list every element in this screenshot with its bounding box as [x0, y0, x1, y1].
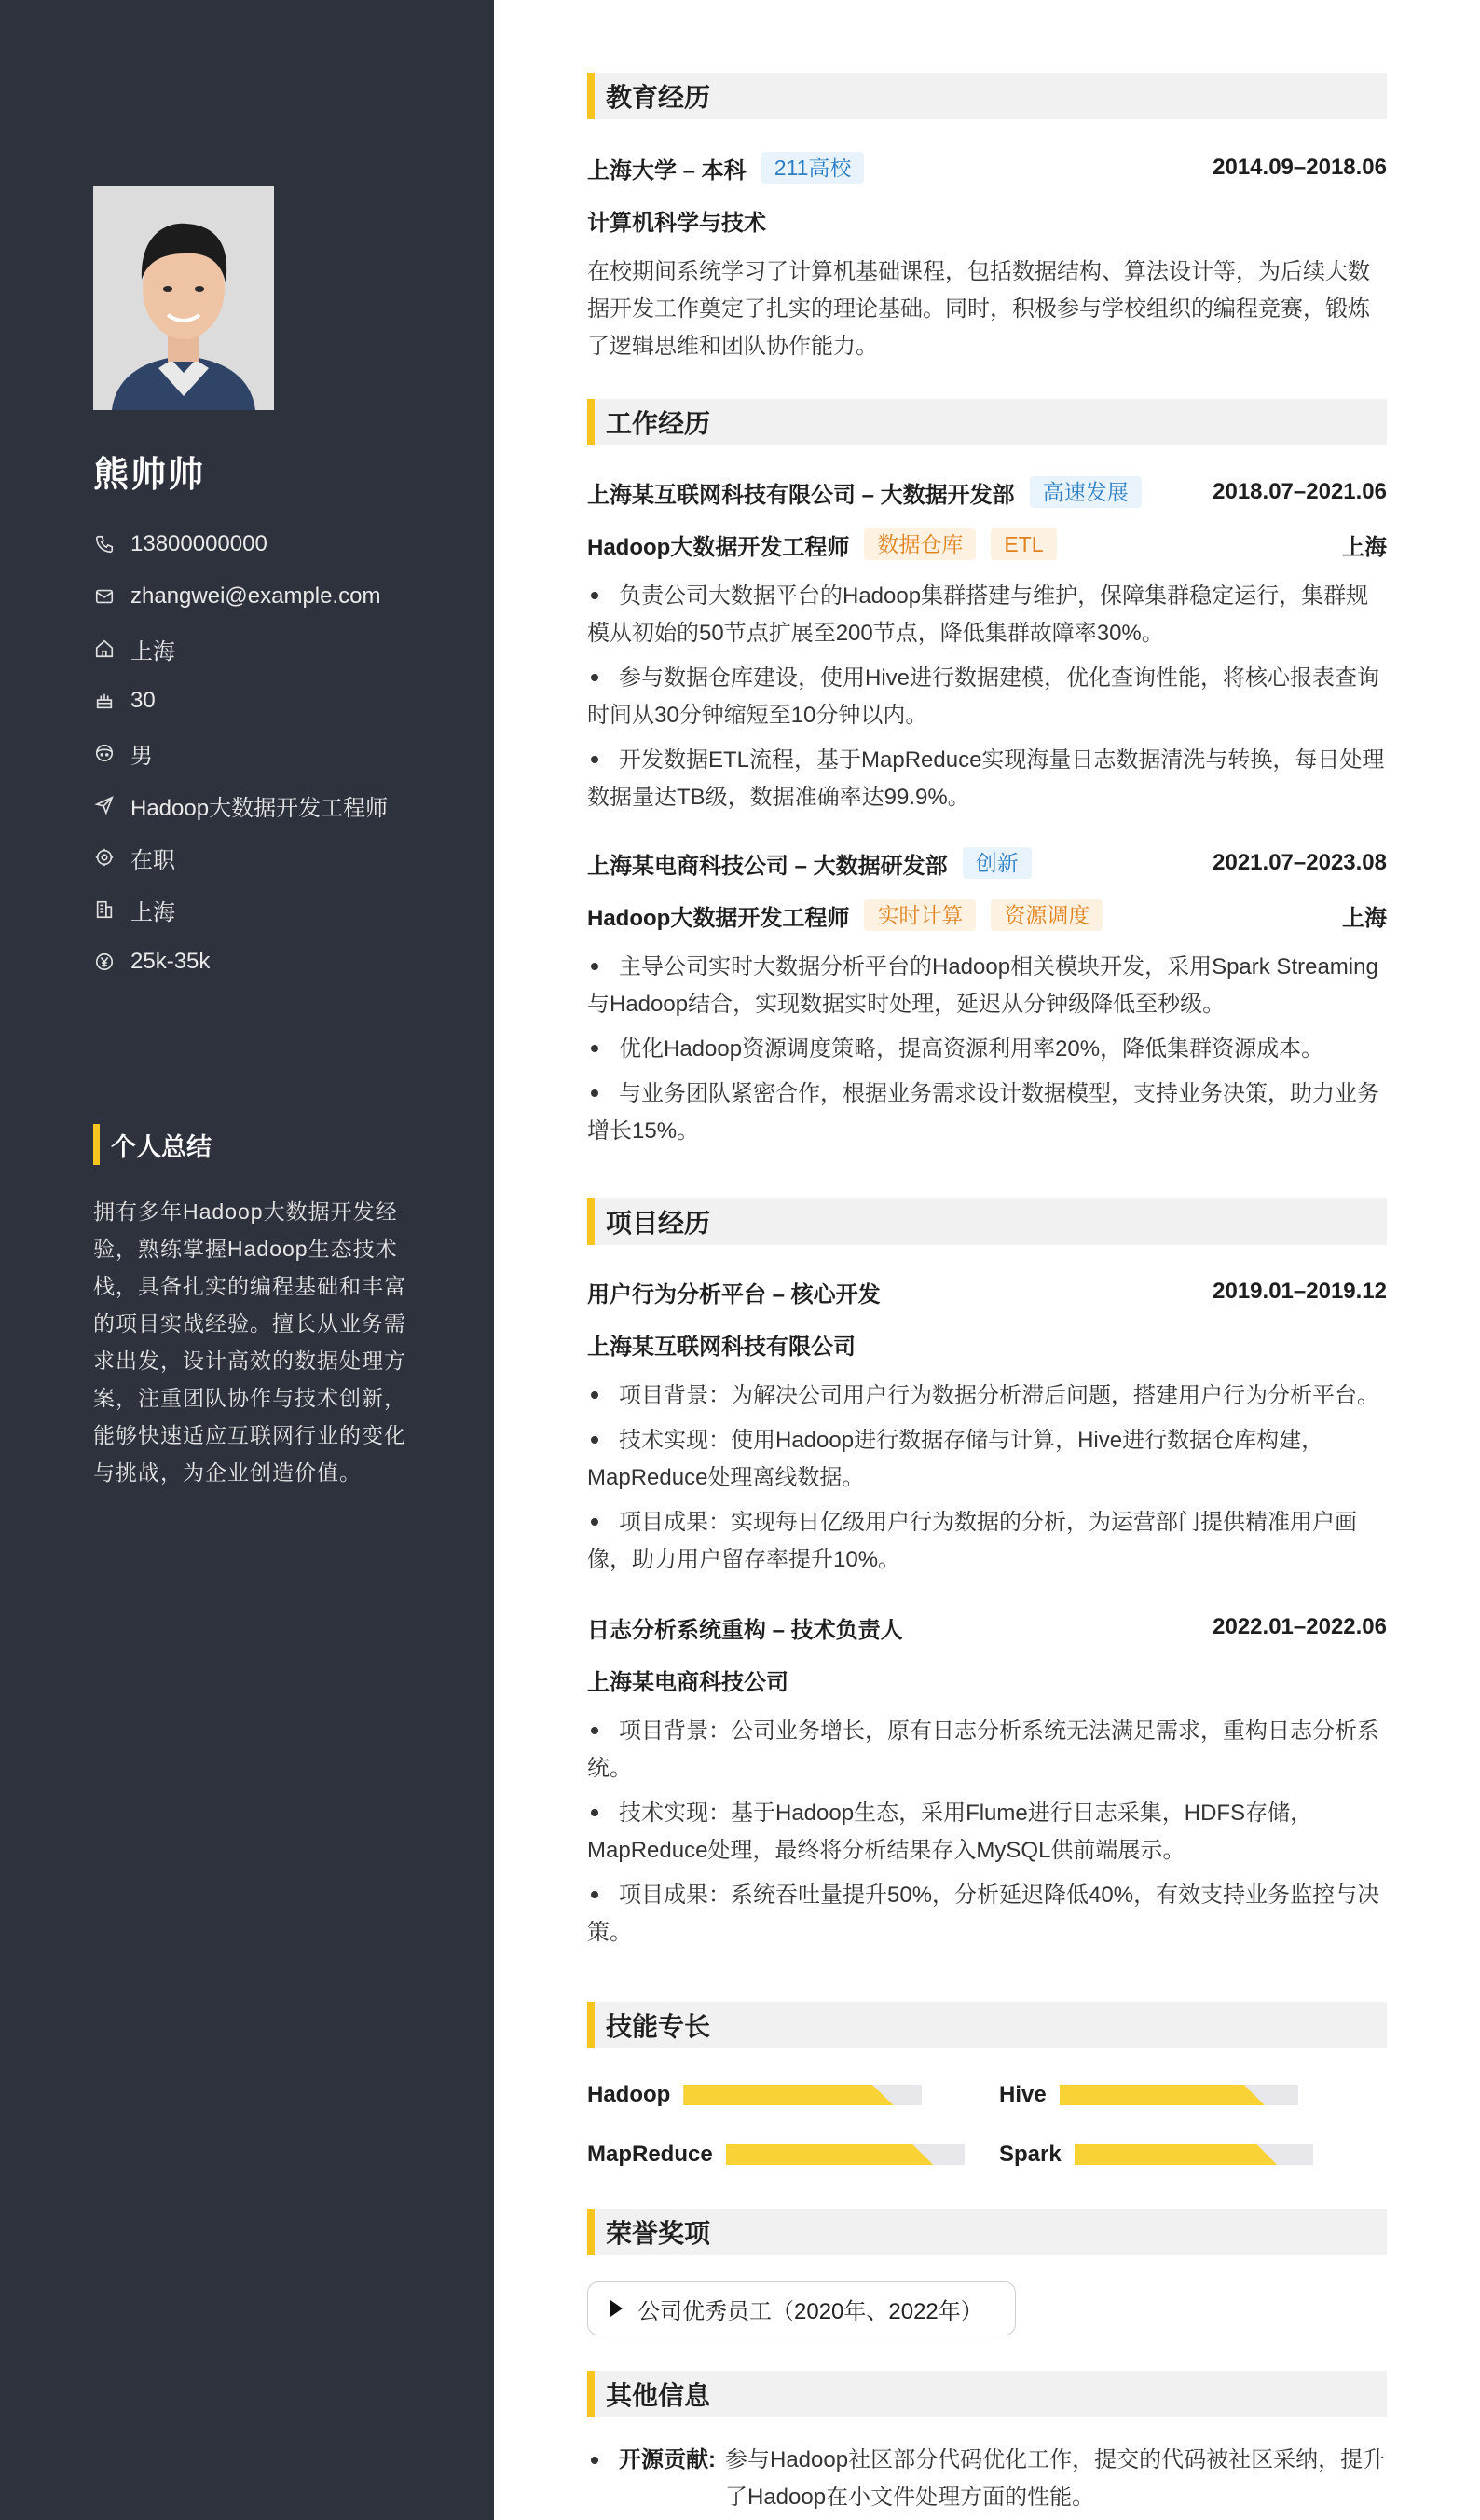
project-2-org-row [587, 1661, 1387, 1698]
awards-heading [587, 2209, 1387, 2255]
major-name: 计算机科学与技术 [587, 210, 766, 236]
work-heading [587, 399, 1387, 445]
skill-level-fill [1060, 2085, 1265, 2105]
education-description: 在校期间系统学习了计算机基础课程，包括数据结构、算法设计等，为后续大数据开发工作奠定了扎实的理论基础。同时，积极参与学校组织的编程竞赛，锻炼了逻辑思维和团队协作能力。 [587, 259, 1370, 359]
other-item [587, 2442, 1387, 2516]
project-2-date: 2022.01–2022.06 [1213, 1614, 1387, 1639]
list-item: 项目背景：为解决公司用户行为数据分析滞后问题，搭建用户行为分析平台。 [587, 1377, 1387, 1415]
skill-level-fill [683, 2085, 893, 2105]
list-item: 负责公司大数据平台的Hadoop集群搭建与维护，保障集群稳定运行，集群规模从初始的50节点扩展至200节点，降低集群故障率30%。 [587, 583, 1369, 646]
job-1-role-row [587, 526, 1387, 563]
phone-icon [93, 533, 116, 555]
skill-name: MapReduce [587, 2142, 713, 2167]
skill-track [1060, 2085, 1298, 2105]
status-text: 在职 [130, 847, 175, 873]
skill-level-fill [1075, 2144, 1278, 2165]
person-avatar-icon [93, 186, 274, 410]
awards-title: 荣誉奖项 [606, 2219, 711, 2248]
info-job-target [93, 779, 388, 831]
cake-icon [93, 690, 116, 712]
salary-text: 25k-35k [130, 949, 211, 974]
gender-icon [93, 742, 116, 764]
job-1-city: 上海 [1342, 534, 1387, 560]
salary-icon [93, 951, 116, 973]
info-status [93, 831, 388, 883]
project-1-date: 2019.01–2019.12 [1213, 1279, 1387, 1304]
job-1-role-tag: ETL [991, 528, 1056, 560]
phone-text: 13800000000 [130, 531, 267, 556]
skill-name: Hadoop [587, 2082, 671, 2107]
project-2-org: 上海某电商科技公司 [587, 1669, 788, 1695]
skill-track [726, 2144, 965, 2165]
mail-icon [93, 585, 116, 608]
education-row [587, 149, 1387, 186]
skill-track [683, 2085, 922, 2105]
summary-heading [93, 1124, 212, 1165]
project-2-bullets [587, 1713, 1387, 1959]
other-heading [587, 2371, 1387, 2417]
gender-text: 男 [130, 743, 153, 769]
accent-bar [587, 1198, 595, 1245]
project-1-name: 用户行为分析平台 – 核心开发 [587, 1281, 881, 1308]
job-1-company-tag: 高速发展 [1030, 476, 1142, 508]
job-1-bullets [587, 578, 1387, 824]
job-2-role-tag: 实时计算 [864, 899, 976, 931]
list-item: 优化Hadoop资源调度策略，提高资源利用率20%，降低集群资源成本。 [587, 1031, 1387, 1068]
accent-bar [587, 2002, 595, 2048]
location-text: 上海 [130, 638, 175, 664]
info-gender [93, 727, 388, 779]
job-2-bullets [587, 949, 1387, 1157]
job-1-date: 2018.07–2021.06 [1213, 479, 1387, 504]
info-phone [93, 518, 388, 570]
info-salary [93, 936, 388, 988]
caret-right-icon [610, 2300, 623, 2317]
skill-item [999, 2076, 1298, 2114]
job-2-role-row [587, 897, 1387, 934]
other-title: 其他信息 [606, 2381, 711, 2410]
age-text: 30 [130, 688, 156, 713]
project-1-org-row [587, 1325, 1387, 1363]
home-icon [93, 637, 116, 660]
list-item: 项目成果：系统吞吐量提升50%，分析延迟降低40%，有效支持业务监控与决策。 [587, 1883, 1380, 1945]
skill-item [587, 2136, 965, 2173]
bullet-dot [591, 2457, 598, 2464]
list-item: 开发数据ETL流程，基于MapReduce实现海量日志数据清洗与转换，每日处理数据量达TB级，数据准确率达99.9%。 [587, 747, 1385, 810]
accent-bar [93, 1124, 100, 1165]
skill-item [999, 2136, 1313, 2173]
skill-level-fill [726, 2144, 934, 2165]
school-tag: 211高校 [761, 152, 865, 184]
job-1-role: Hadoop大数据开发工程师 [587, 534, 850, 560]
projects-title: 项目经历 [606, 1209, 711, 1238]
job-2-city: 上海 [1342, 905, 1387, 931]
list-item: 技术实现：使用Hadoop进行数据存储与计算，Hive进行数据仓库构建，MapReduce处理离线数据。 [587, 1428, 1324, 1490]
accent-bar [587, 73, 595, 119]
job-2-company-row [587, 844, 1387, 882]
education-heading [587, 73, 1387, 119]
job-1-company-row [587, 473, 1387, 511]
skill-name: Spark [999, 2142, 1062, 2167]
send-icon [93, 794, 116, 816]
work-title: 工作经历 [606, 409, 711, 438]
job-1-role-tag: 数据仓库 [864, 528, 976, 560]
accent-bar [587, 399, 595, 445]
education-date: 2014.09–2018.06 [1213, 155, 1387, 180]
sidebar [0, 0, 494, 2520]
other-text: 参与Hadoop社区部分代码优化工作，提交的代码被社区采纳，提升了Hadoop在小文件处理方面的性能。 [725, 2447, 1386, 2510]
list-item: 项目成果：实现每日亿级用户行为数据的分析，为运营部门提供精准用户画像，助力用户留存率提升10%。 [587, 1510, 1357, 1572]
skill-track [1075, 2144, 1313, 2165]
award-text: 公司优秀员工（2020年、2022年） [637, 2298, 983, 2324]
skill-item [587, 2076, 922, 2114]
list-item: 参与数据仓库建设，使用Hive进行数据建模，优化查询性能，将核心报表查询时间从30分钟缩短至10分钟以内。 [587, 665, 1380, 728]
projects-heading [587, 1198, 1387, 1245]
list-item: 主导公司实时大数据分析平台的Hadoop相关模块开发，采用Spark Streaming与Hadoop结合，实现数据实时处理，延迟从分钟级降低至秒级。 [587, 954, 1378, 1017]
info-age [93, 675, 388, 727]
skills-title: 技能专长 [606, 2012, 711, 2041]
list-item: 技术实现：基于Hadoop生态，采用Flume进行日志采集，HDFS存储，MapReduce处理，最终将分析结果存入MySQL供前端展示。 [587, 1801, 1313, 1863]
education-title: 教育经历 [606, 83, 711, 112]
building-icon [93, 898, 116, 921]
job-2-company-tag: 创新 [963, 847, 1032, 879]
candidate-name: 熊帅帅 [93, 456, 206, 495]
major-row [587, 201, 1387, 239]
project-1-bullets [587, 1377, 1387, 1586]
job-2-role: Hadoop大数据开发工程师 [587, 905, 850, 931]
job-2-date: 2021.07–2023.08 [1213, 850, 1387, 875]
list-item: 项目背景：公司业务增长，原有日志分析系统无法满足需求，重构日志分析系统。 [587, 1719, 1379, 1781]
email-text: zhangwei@example.com [130, 583, 381, 609]
profile-photo [93, 186, 274, 410]
work-city-text: 上海 [130, 899, 175, 925]
summary-title: 个人总结 [111, 1132, 212, 1161]
project-2-row [587, 1609, 1387, 1646]
job-1-company: 上海某互联网科技有限公司 – 大数据开发部 [587, 482, 1015, 508]
project-1-row [587, 1273, 1387, 1310]
skill-name: Hive [999, 2082, 1047, 2107]
contact-info-list [93, 518, 388, 988]
job-target-text: Hadoop大数据开发工程师 [130, 795, 389, 821]
accent-bar [587, 2371, 595, 2417]
info-location [93, 623, 388, 675]
project-1-org: 上海某互联网科技有限公司 [587, 1334, 856, 1360]
list-item: 与业务团队紧密合作，根据业务需求设计数据模型，支持业务决策，助力业务增长15%。 [587, 1081, 1379, 1144]
skills-heading [587, 2002, 1387, 2048]
info-work-city [93, 883, 388, 936]
status-icon [93, 846, 116, 869]
job-2-role-tag: 资源调度 [991, 899, 1103, 931]
award-item-toggle[interactable] [587, 2281, 1016, 2335]
summary-text: 拥有多年Hadoop大数据开发经验，熟练掌握Hadoop生态技术栈，具备扎实的编程基础和丰富的项目实战经验。擅长从业务需求出发，设计高效的数据处理方案，注重团队协作与技术创新，能够快速适应互联网行业的变化与挑战，为企业创造价值。 [93, 1199, 406, 1485]
job-2-company: 上海某电商科技公司 – 大数据研发部 [587, 853, 948, 879]
school-name: 上海大学 – 本科 [587, 158, 747, 184]
other-key: 开源贡献: [619, 2447, 716, 2472]
project-2-name: 日志分析系统重构 – 技术负责人 [587, 1617, 903, 1643]
info-email [93, 570, 388, 623]
accent-bar [587, 2209, 595, 2255]
